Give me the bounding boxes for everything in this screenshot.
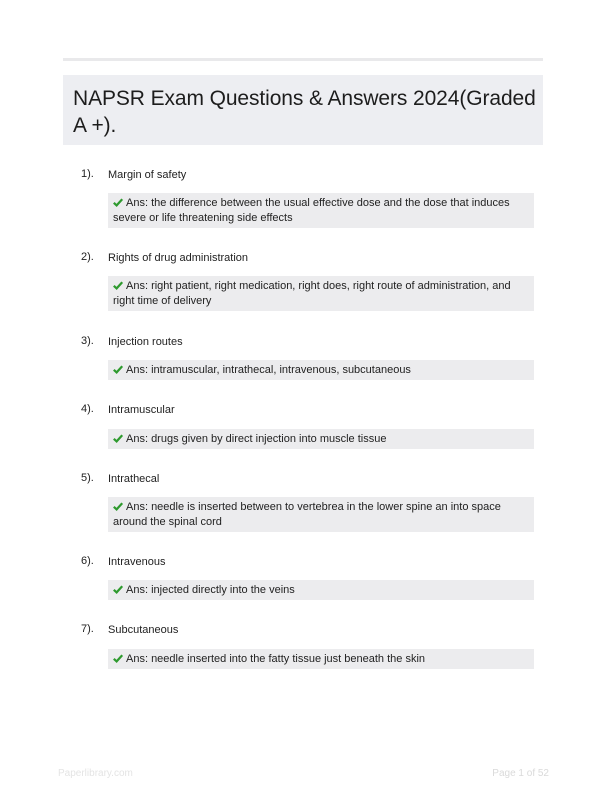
top-divider bbox=[63, 58, 543, 61]
question-text: Injection routes bbox=[108, 336, 183, 348]
question-text: Intramuscular bbox=[108, 404, 175, 416]
question-number: 7). bbox=[81, 623, 94, 635]
question-number: 6). bbox=[81, 555, 94, 567]
checkmark-icon bbox=[113, 365, 123, 374]
answer-text: Ans: injected directly into the veins bbox=[126, 584, 295, 596]
question-text: Rights of drug administration bbox=[108, 252, 249, 264]
answer-box bbox=[108, 276, 534, 311]
checkmark-icon bbox=[113, 502, 123, 511]
checkmark-icon bbox=[113, 198, 123, 207]
answer-box bbox=[108, 193, 534, 228]
question-number: 2). bbox=[81, 251, 94, 263]
answer-text: Ans: right patient, right medication, right does, right route of administration, and right time of delivery bbox=[113, 280, 511, 307]
question-text: Intrathecal bbox=[108, 473, 160, 485]
question-number: 5). bbox=[81, 472, 94, 484]
answer-box bbox=[108, 429, 534, 449]
answer-text: Ans: needle inserted into the fatty tissue just beneath the skin bbox=[126, 653, 426, 665]
page-number: Page 1 of 52 bbox=[492, 768, 549, 779]
checkmark-icon bbox=[113, 585, 123, 594]
answer-text: Ans: drugs given by direct injection into muscle tissue bbox=[126, 433, 387, 445]
checkmark-icon bbox=[113, 434, 123, 443]
question-number: 3). bbox=[81, 335, 94, 347]
answer-box bbox=[108, 649, 534, 669]
checkmark-icon bbox=[113, 654, 123, 663]
answer-text: Ans: the difference between the usual effective dose and the dose that induces severe or life threatening side effects bbox=[113, 197, 510, 224]
question-number: 4). bbox=[81, 403, 94, 415]
checkmark-icon bbox=[113, 281, 123, 290]
question-text: Intravenous bbox=[108, 556, 166, 568]
answer-box bbox=[108, 497, 534, 532]
title-banner bbox=[63, 75, 543, 145]
question-text: Subcutaneous bbox=[108, 624, 179, 636]
answer-text: Ans: intramuscular, intrathecal, intravenous, subcutaneous bbox=[126, 364, 411, 376]
answer-box bbox=[108, 580, 534, 600]
question-text: Margin of safety bbox=[108, 169, 187, 181]
question-number: 1). bbox=[81, 168, 94, 180]
answer-box bbox=[108, 360, 534, 380]
answer-text: Ans: needle is inserted between to vertebrea in the lower spine an into space around the spinal cord bbox=[113, 501, 501, 528]
page-title: NAPSR Exam Questions & Answers 2024(Graded A +). bbox=[73, 87, 536, 137]
footer-watermark: Paperlibrary.com bbox=[58, 768, 133, 779]
